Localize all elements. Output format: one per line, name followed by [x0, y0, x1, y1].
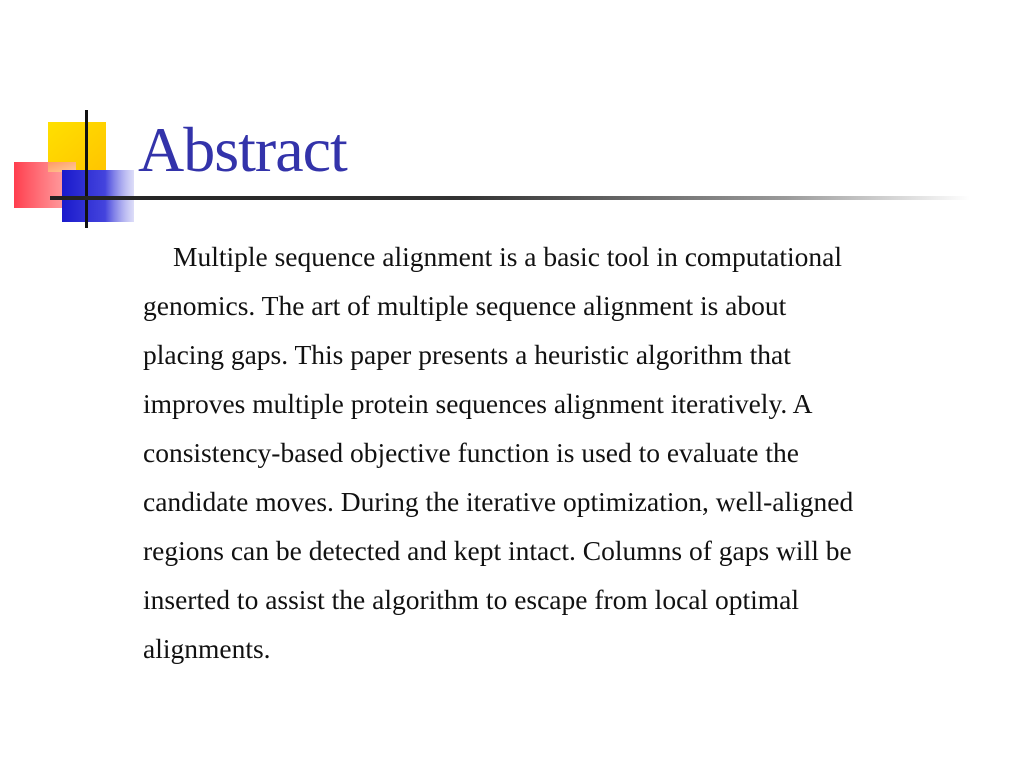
vertical-line: [85, 110, 88, 228]
abstract-body: Multiple sequence alignment is a basic tool in computational genomics. The art of multiple sequence alignment is about placing gaps. This paper presents a heuristic algorithm that improves multiple protein sequences alignment iteratively. A consistency-based objective function is used to evaluate the candidate moves. During the iterative optimization, well-aligned regions can be detected and kept intact. Columns of gaps will be inserted to assist the algorithm to escape from local optimal alignments.: [143, 241, 854, 664]
slide-title: Abstract: [138, 114, 347, 185]
decorative-squares-logo: [0, 0, 140, 240]
title-divider: [50, 196, 970, 200]
